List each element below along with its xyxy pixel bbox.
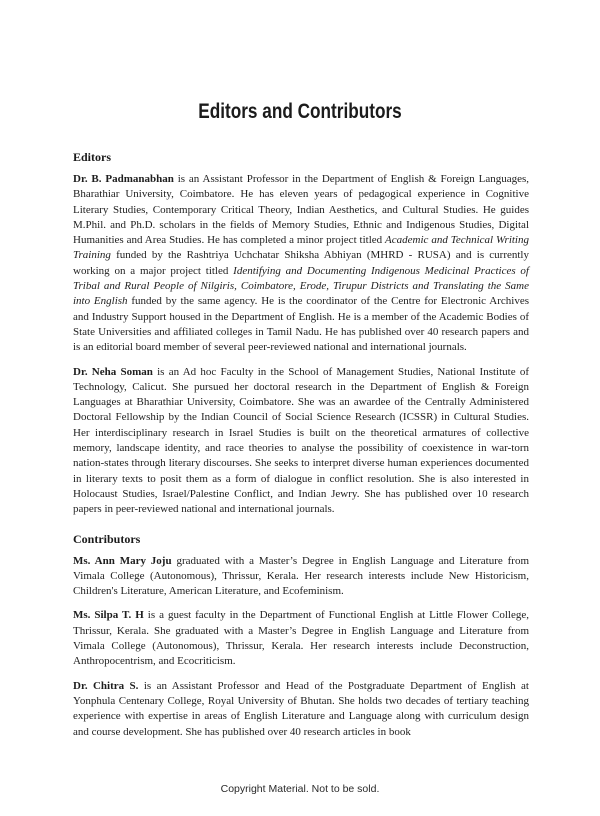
section-heading: Editors bbox=[73, 150, 112, 164]
copyright-notice: Copyright Material. Not to be sold. bbox=[220, 783, 380, 795]
text-run: Ms. Silpa T. H bbox=[73, 609, 144, 622]
section-heading: Contributors bbox=[73, 531, 141, 546]
bio-paragraph bbox=[73, 172, 529, 356]
bio-paragraph bbox=[73, 365, 529, 518]
text-run: Ms. Ann Mary Joju bbox=[73, 554, 172, 567]
text-run: is an Assistant Professor and Head of the Postgraduate Department of English at Yonphula Centenary College, Royal University of Bhutan. She holds two decades of tertiary teaching experience with expertise in areas of English Literature and Language along with curriculum design and course development. She has published over 40 research articles in book bbox=[73, 679, 529, 738]
text-run: is an Ad hoc Faculty in the School of Management Studies, National Institute of Technology, Calicut. She pursued her doctoral research in the Department of English & Foreign Languages at Bharathiar University, Coimbatore. She was an awardee of the Centrally Administered Doctoral Fellowship by the Indian Council of Social Science Research (ICSSR) in Cultural Studies. Her interdisciplinary research in Israel Studies is built on the theoretical armatures of collective memory, landscape identity, and race theories to analyse the possibility of coexistence in war-torn nation-states through literary discourses. She seeks to interpret diverse human experiences documented in literary texts to posit them as a form of dialogue in conflict resolution. She is also interested in Holocaust Studies, Israel/Palestine Conflict, and Indian Jewry. She has published over 10 research papers in peer-reviewed national and international journals. bbox=[73, 365, 529, 516]
bio-paragraph bbox=[73, 554, 529, 600]
page-title: Editors and Contributors bbox=[198, 99, 402, 123]
text-run: Dr. B. Padmanabhan bbox=[73, 173, 174, 185]
text-run: Dr. Chitra S. bbox=[73, 679, 139, 692]
page-content bbox=[73, 150, 529, 749]
text-run: funded by the same agency. He is the coordinator of the Centre for Electronic Archives and Industry Support housed in the Department of English. He is a member of the Academic Bodies of State Universities and affiliated colleges in Tamil Nadu. He has published over 40 research papers and is an editorial board member of several peer-reviewed national and international journals. bbox=[73, 295, 529, 354]
text-run: graduated with a Master’s Degree in English Language and Literature from Vimala College (Autonomous), Thrissur, Kerala. Her research interests include New Historicism, Children's Literature, American Literature, and Ecofeminism. bbox=[73, 554, 529, 598]
bio-paragraph bbox=[73, 679, 529, 740]
bio-paragraph bbox=[73, 608, 529, 669]
text-run: funded by the Rashtriya Uchchatar Shiksha Abhiyan (MHRD - RUSA) and is currently working on a major project titled bbox=[73, 249, 529, 277]
text-run: is an Assistant Professor in the Department of English & Foreign Languages, Bharathiar University, Coimbatore. He has eleven years of pedagogical experience in Cognitive Literary Studies, Contemporary Critical Theory, Indian Aesthetics, and Cultural Studies. He guides M.Phil. and Ph.D. scholars in the fields of Memory Studies, Ethnic and Indigenous Studies, Digital Humanities and Area Studies. He has completed a minor project titled bbox=[73, 173, 529, 247]
text-run: Academic and Technical Writing Training bbox=[73, 234, 529, 262]
text-run: Dr. Neha Soman bbox=[73, 365, 153, 378]
text-run: Identifying and Documenting Indigenous Medicinal Practices of Tribal and Rural People of Nilgiris, Coimbatore, Erode, Tirupur Districts and Translating the Same into English bbox=[73, 264, 529, 308]
text-run: is a guest faculty in the Department of Functional English at Little Flower College, Thrissur, Kerala. She graduated with a Master’s Degree in English Language and Literature from Vimala College (Autonomous), Thrissur, Kerala. Her research interests include Deconstruction, Anthropocentrism, and Ecocriticism. bbox=[73, 609, 530, 668]
